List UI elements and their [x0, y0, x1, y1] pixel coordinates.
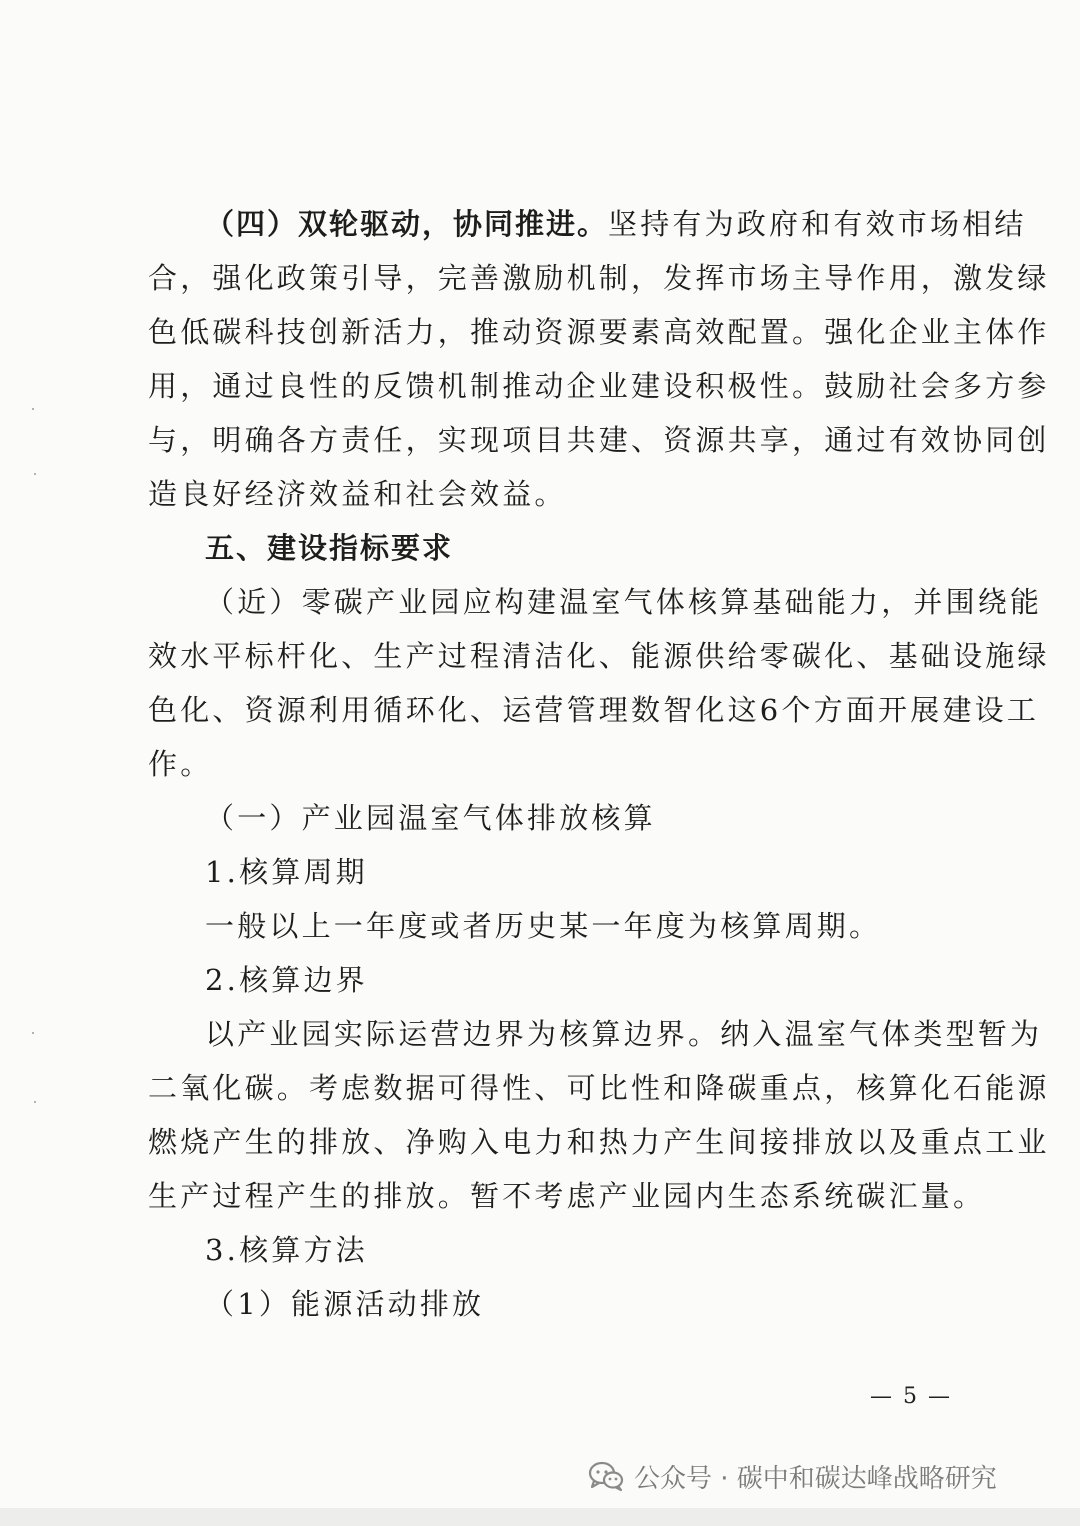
item-two-line-3: 燃烧产生的排放、净购入电力和热力产生间接排放以及重点工业 [148, 1125, 1050, 1159]
paragraph-four-line-1 [205, 204, 1027, 244]
item-three-sub-one: （1）能源活动排放 [205, 1287, 485, 1321]
paragraph-four-line-5: 与，明确各方责任，实现项目共建、资源共享，通过有效协同创 [148, 423, 1050, 457]
item-two-line-2: 二氧化碳。考虑数据可得性、可比性和降碳重点，核算化石能源 [148, 1071, 1050, 1105]
section-five-heading: 五、建设指标要求 [205, 531, 454, 565]
paragraph-four-line-6: 造良好经济效益和社会效益。 [148, 477, 567, 511]
scan-speck [32, 1032, 34, 1034]
section-five-line-4: 作。 [148, 747, 213, 781]
item-two-line-4: 生产过程产生的排放。暂不考虑产业园内生态系统碳汇量。 [148, 1179, 986, 1213]
wechat-icon [588, 1460, 624, 1492]
page-number: — 5 — [870, 1384, 952, 1409]
section-five-line-1: （近）零碳产业园应构建温室气体核算基础能力，并围绕能 [205, 585, 1043, 619]
item-two-line-1: 以产业园实际运营边界为核算边界。纳入温室气体类型暂为 [205, 1017, 1043, 1051]
paragraph-four-line-3: 色低碳科技创新活力，推动资源要素高效配置。强化企业主体作 [148, 315, 1050, 349]
item-one-title: 1.核算周期 [205, 855, 368, 889]
paragraph-four-line-2: 合，强化政策引导，完善激励机制，发挥市场主导作用，激发绿 [148, 261, 1050, 295]
scan-speck [32, 408, 34, 410]
bottom-edge [0, 1508, 1080, 1526]
section-five-line-3: 色化、资源利用循环化、运营管理数智化这6个方面开展建设工 [148, 693, 1040, 727]
section-five-line-2: 效水平标杆化、生产过程清洁化、能源供给零碳化、基础设施绿 [148, 639, 1050, 673]
watermark [588, 1456, 997, 1496]
subsection-one-heading: （一）产业园温室气体排放核算 [205, 801, 656, 835]
item-three-title: 3.核算方法 [205, 1233, 368, 1267]
paragraph-four-heading: （四）双轮驱动，协同推进。 [205, 207, 609, 241]
scan-speck [34, 1101, 36, 1103]
paragraph-four-line-4: 用，通过良性的反馈机制推动企业建设积极性。鼓励社会多方参 [148, 369, 1050, 403]
item-one-text: 一般以上一年度或者历史某一年度为核算周期。 [205, 909, 882, 943]
item-two-title: 2.核算边界 [205, 963, 368, 997]
paragraph-four-line-1-text: 坚持有为政府和有效市场相结 [608, 207, 1027, 241]
scan-speck [34, 473, 36, 475]
watermark-text: 公众号 · 碳中和碳达峰战略研究 [634, 1463, 997, 1494]
